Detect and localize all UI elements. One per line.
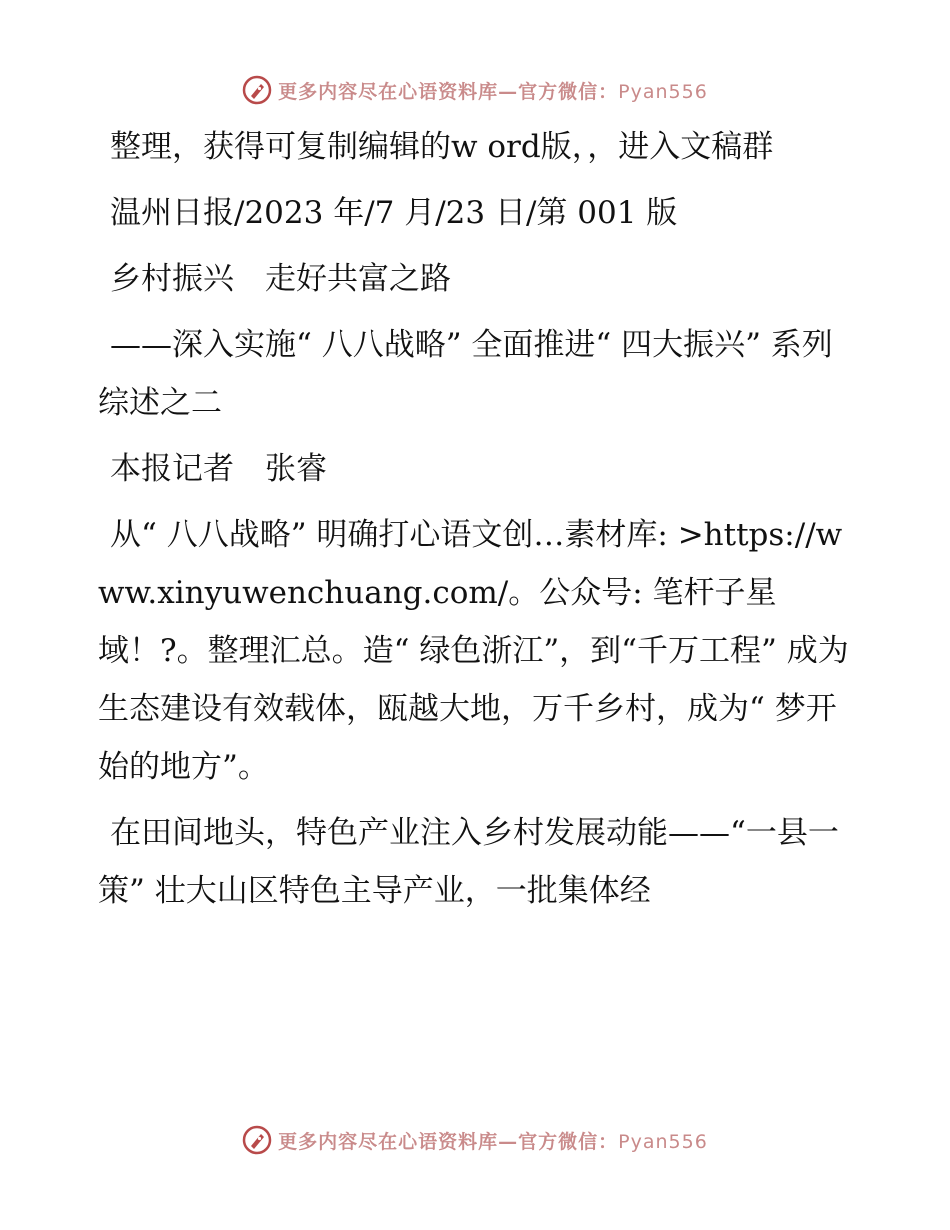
pen-nib-logo-icon bbox=[242, 75, 272, 105]
article-subtitle: ——深入实施“ 八八战略” 全面推进“ 四大振兴” 系列综述之二 bbox=[98, 327, 833, 421]
paragraph-source: 温州日报/2023 年/7 月/23 日/第 001 版 bbox=[110, 195, 678, 231]
pen-nib-logo-icon bbox=[242, 1125, 272, 1155]
footer-watermark bbox=[0, 1120, 950, 1160]
watermark-text: 更多内容尽在心语资料库—官方微信：Pyan556 bbox=[278, 80, 708, 103]
header-watermark bbox=[0, 70, 950, 110]
paragraph-body-1: 从“ 八八战略” 明确打心语文创…素材库: >https://www.xinyuwenchuang.com/。公众号: 笔杆子星域！?。整理汇总。造“ 绿色浙江”，到“千万工程” 成为生态建设有效载体，瓯越大地，万千乡村，成为“ 梦开始的地方”。 bbox=[98, 517, 849, 785]
paragraph-note: 整理，获得可复制编辑的w ord版，，进入文稿群 bbox=[110, 129, 774, 165]
article-title: 乡村振兴 走好共富之路 bbox=[110, 261, 451, 297]
watermark-text: 更多内容尽在心语资料库—官方微信：Pyan556 bbox=[278, 1130, 708, 1153]
article-byline: 本报记者 张睿 bbox=[110, 451, 327, 487]
document-body bbox=[98, 118, 858, 928]
paragraph-body-2: 在田间地头，特色产业注入乡村发展动能——“一县一策” 壮大山区特色主导产业，一批集体经 bbox=[98, 815, 839, 909]
